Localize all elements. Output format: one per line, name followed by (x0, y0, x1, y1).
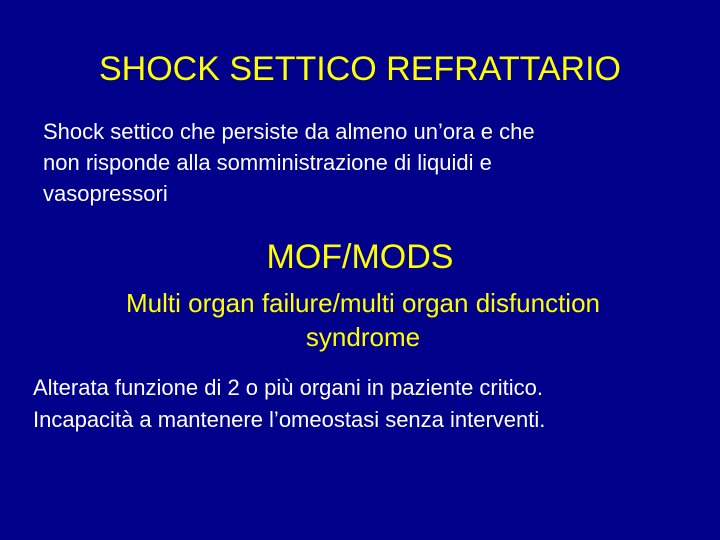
definition-line: vasopressori (43, 181, 168, 206)
expansion-line: syndrome (305, 322, 421, 352)
mof-mods-heading: MOF/MODS (266, 238, 454, 276)
definition-line: non risponde alla somministrazione di liquidi e (43, 150, 492, 175)
definition-line: Alterata funzione di 2 o più organi in paziente critico. (33, 375, 543, 400)
refractory-shock-definition (43, 116, 703, 209)
definition-line: Incapacità a mantenere l’omeostasi senza interventi. (33, 407, 546, 432)
slide-title: SHOCK SETTICO REFRATTARIO (99, 50, 621, 88)
definition-line: Shock settico che persiste da almeno un’ora e che (43, 119, 535, 144)
mof-mods-definition (33, 372, 713, 436)
mof-mods-expansion (0, 286, 720, 354)
expansion-line: Multi organ failure/multi organ disfunction (125, 288, 601, 318)
